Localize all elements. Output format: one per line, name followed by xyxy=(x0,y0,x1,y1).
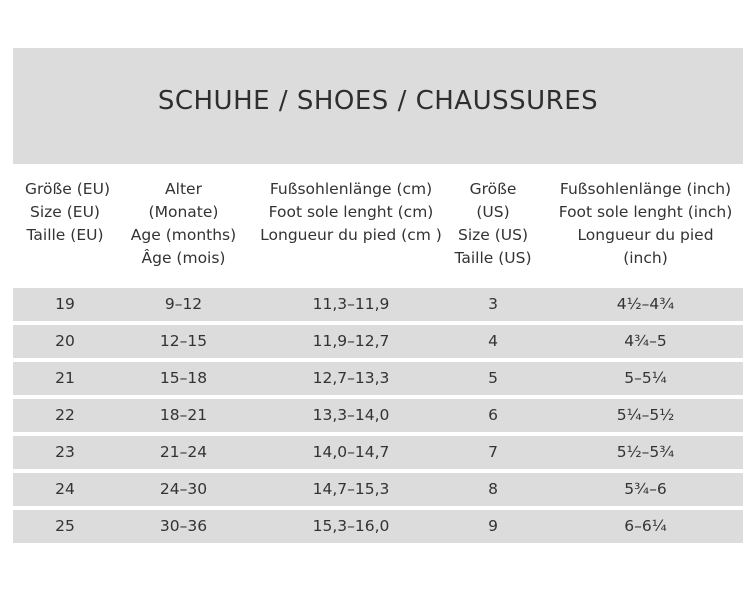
table-row xyxy=(13,325,743,358)
cell-foot-length-cm: 13,3–14,0 xyxy=(312,406,390,424)
cell-size-us: 4 xyxy=(488,332,498,350)
header-line: (inch) xyxy=(623,249,668,267)
cell-size-us: 5 xyxy=(488,369,498,387)
cell-size-us: 9 xyxy=(488,517,498,535)
header-line: Größe (EU) xyxy=(25,180,110,198)
title-banner xyxy=(13,48,743,164)
header-line: Longueur du pied xyxy=(577,226,714,244)
header-line: (US) xyxy=(476,203,510,221)
header-line: Fußsohlenlänge (cm) xyxy=(269,180,433,198)
cell-size-us: 3 xyxy=(488,295,498,313)
table-header xyxy=(13,178,743,278)
cell-size-us: 7 xyxy=(488,443,498,461)
cell-foot-length-cm: 11,3–11,9 xyxy=(312,295,390,313)
header-line: Size (US) xyxy=(457,226,529,244)
cell-size-eu: 19 xyxy=(55,295,75,313)
cell-size-eu: 21 xyxy=(55,369,75,387)
cell-foot-length-inch: 6–6¼ xyxy=(624,517,667,535)
cell-size-us: 8 xyxy=(488,480,498,498)
header-line: Age (months) xyxy=(130,226,237,244)
cell-age: 9–12 xyxy=(164,295,203,313)
table-row xyxy=(13,436,743,469)
header-foot-length-cm xyxy=(241,178,461,247)
page-title: SCHUHE / SHOES / CHAUSSURES xyxy=(157,86,599,116)
table-row xyxy=(13,362,743,395)
cell-foot-length-inch: 4¾–5 xyxy=(624,332,667,350)
cell-age: 18–21 xyxy=(159,406,208,424)
cell-foot-length-inch: 5¾–6 xyxy=(624,480,667,498)
header-line: Fußsohlenlänge (inch) xyxy=(559,180,732,198)
header-line: Taille (US) xyxy=(454,249,532,267)
table-row xyxy=(13,399,743,432)
header-line: Âge (mois) xyxy=(141,249,226,267)
cell-foot-length-inch: 5¼–5½ xyxy=(616,406,675,424)
header-line: Taille (EU) xyxy=(26,226,104,244)
cell-size-eu: 20 xyxy=(55,332,75,350)
cell-foot-length-inch: 5–5¼ xyxy=(624,369,667,387)
header-line: Size (EU) xyxy=(30,203,100,221)
cell-foot-length-cm: 14,0–14,7 xyxy=(312,443,390,461)
header-foot-length-inch xyxy=(548,178,743,270)
cell-age: 21–24 xyxy=(159,443,208,461)
table-row xyxy=(13,473,743,506)
cell-size-eu: 23 xyxy=(55,443,75,461)
table-row xyxy=(13,288,743,321)
header-age xyxy=(121,178,246,270)
cell-foot-length-cm: 14,7–15,3 xyxy=(312,480,390,498)
cell-size-eu: 25 xyxy=(55,517,75,535)
header-size-eu xyxy=(25,178,110,247)
cell-foot-length-cm: 15,3–16,0 xyxy=(312,517,390,535)
cell-foot-length-cm: 11,9–12,7 xyxy=(312,332,390,350)
header-line: Longueur du pied (cm ) xyxy=(260,226,442,244)
header-line: Größe xyxy=(469,180,517,198)
cell-foot-length-inch: 5½–5¾ xyxy=(616,443,675,461)
header-line: Alter xyxy=(165,180,202,198)
cell-size-eu: 24 xyxy=(55,480,75,498)
cell-size-us: 6 xyxy=(488,406,498,424)
cell-age: 15–18 xyxy=(159,369,208,387)
header-line: Foot sole lenght (cm) xyxy=(268,203,434,221)
cell-foot-length-cm: 12,7–13,3 xyxy=(312,369,390,387)
header-line: (Monate) xyxy=(148,203,219,221)
cell-size-eu: 22 xyxy=(55,406,75,424)
cell-age: 24–30 xyxy=(159,480,208,498)
header-line: Foot sole lenght (inch) xyxy=(558,203,733,221)
cell-age: 12–15 xyxy=(159,332,208,350)
header-size-us xyxy=(443,178,543,270)
size-table-body xyxy=(13,288,743,547)
cell-age: 30–36 xyxy=(159,517,208,535)
table-row xyxy=(13,510,743,543)
cell-foot-length-inch: 4½–4¾ xyxy=(616,295,675,313)
